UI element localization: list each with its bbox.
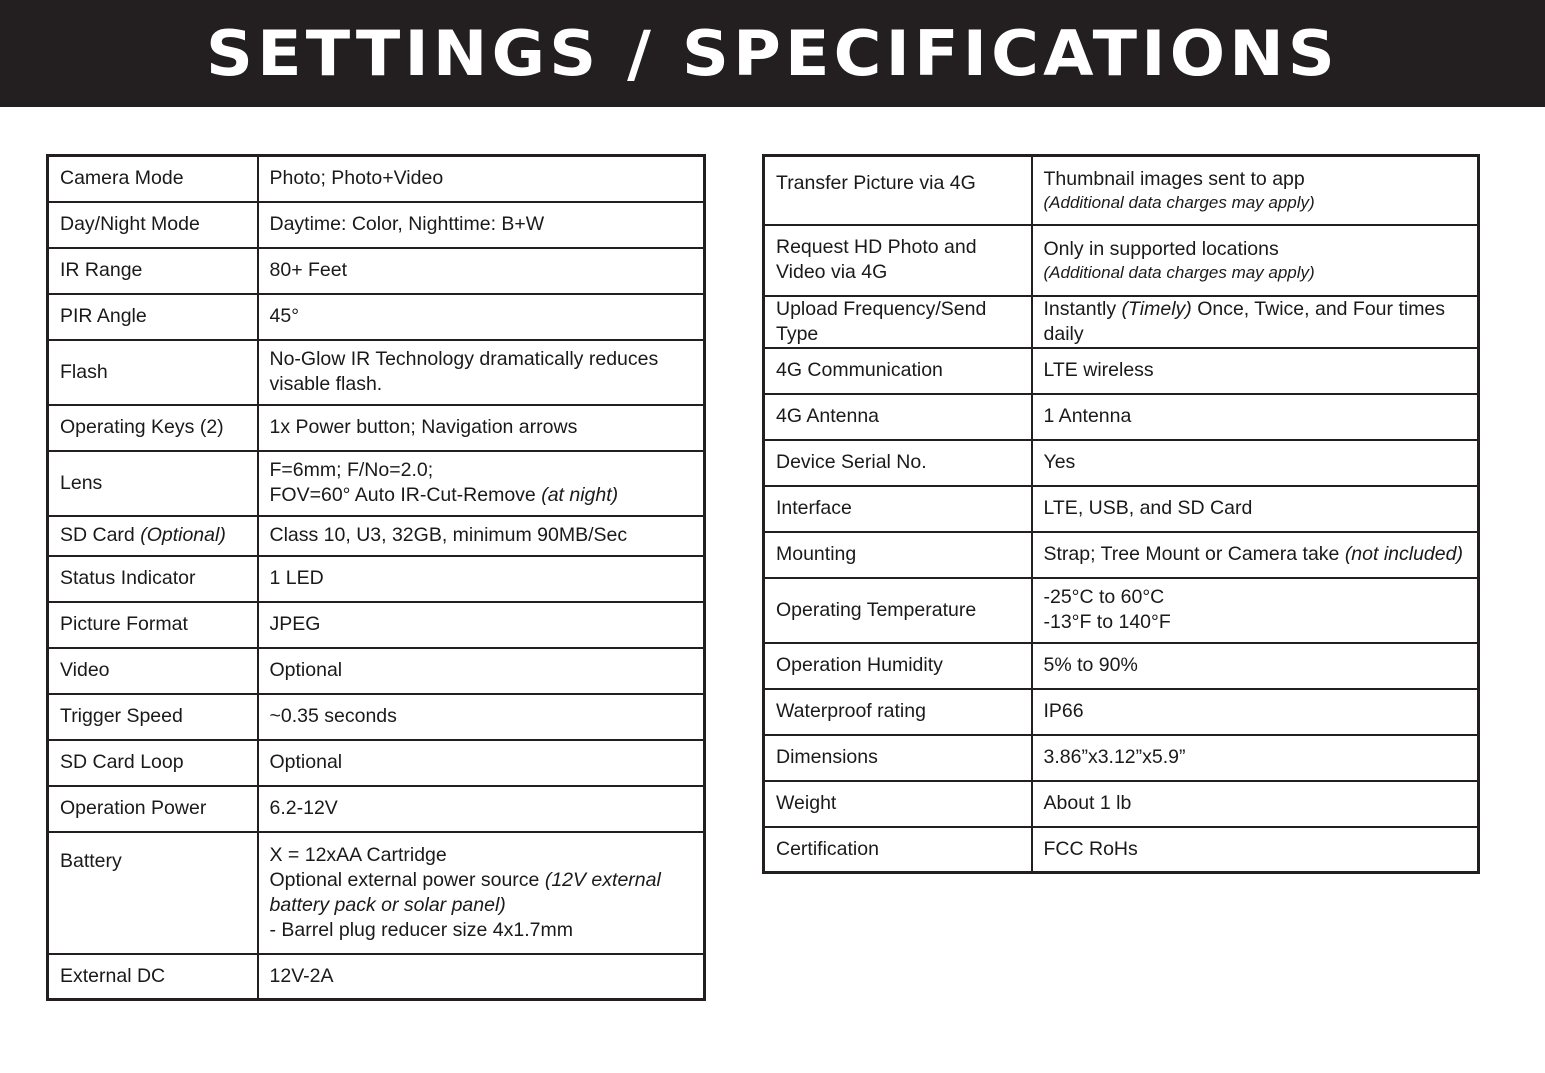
table-row	[48, 405, 705, 451]
spec-value: 45°	[258, 294, 705, 340]
spec-value: 1x Power button; Navigation arrows	[258, 405, 705, 451]
spec-value: -25°C to 60°C -13°F to 140°F	[1032, 578, 1479, 643]
spec-value: 12V-2A	[258, 954, 705, 1000]
spec-value: 6.2-12V	[258, 786, 705, 832]
table-row	[48, 202, 705, 248]
spec-label: IR Range	[48, 248, 258, 294]
table-row	[764, 643, 1479, 689]
spec-label: Picture Format	[48, 602, 258, 648]
spec-label: External DC	[48, 954, 258, 1000]
spec-label: Certification	[764, 827, 1032, 873]
table-row	[764, 781, 1479, 827]
spec-value: Photo; Photo+Video	[258, 156, 705, 202]
table-row	[764, 486, 1479, 532]
spec-label: Video	[48, 648, 258, 694]
spec-label: Device Serial No.	[764, 440, 1032, 486]
spec-label: Upload Frequency/Send Type	[764, 296, 1032, 348]
spec-value: F=6mm; F/No=2.0; FOV=60° Auto IR-Cut-Remove (at night)	[258, 451, 705, 516]
spec-label: Dimensions	[764, 735, 1032, 781]
spec-value: LTE wireless	[1032, 348, 1479, 394]
spec-value: Yes	[1032, 440, 1479, 486]
spec-label: Status Indicator	[48, 556, 258, 602]
spec-value: Optional	[258, 648, 705, 694]
table-row	[48, 786, 705, 832]
specs-table-left	[46, 154, 706, 1001]
table-row	[48, 832, 705, 954]
spec-value: About 1 lb	[1032, 781, 1479, 827]
table-row	[48, 694, 705, 740]
table-row	[764, 827, 1479, 873]
page-title: SETTINGS / SPECIFICATIONS	[205, 17, 1339, 90]
spec-value: Daytime: Color, Nighttime: B+W	[258, 202, 705, 248]
table-row	[48, 648, 705, 694]
spec-label: Trigger Speed	[48, 694, 258, 740]
table-row	[48, 156, 705, 202]
spec-label: Flash	[48, 340, 258, 405]
spec-value: Strap; Tree Mount or Camera take (not included)	[1032, 532, 1479, 578]
spec-label: Operating Keys (2)	[48, 405, 258, 451]
table-row	[48, 740, 705, 786]
table-row	[48, 602, 705, 648]
table-row	[764, 735, 1479, 781]
spec-label: Camera Mode	[48, 156, 258, 202]
specs-table-right	[762, 154, 1480, 874]
spec-label: 4G Antenna	[764, 394, 1032, 440]
spec-label: Day/Night Mode	[48, 202, 258, 248]
spec-value: Optional	[258, 740, 705, 786]
page-header	[0, 0, 1545, 107]
spec-label: Operation Power	[48, 786, 258, 832]
table-row	[764, 578, 1479, 643]
table-row	[48, 516, 705, 556]
spec-value: 3.86”x3.12”x5.9”	[1032, 735, 1479, 781]
spec-label: Battery	[48, 832, 258, 954]
table-row	[48, 294, 705, 340]
spec-label: Operating Temperature	[764, 578, 1032, 643]
table-row	[48, 954, 705, 1000]
table-row	[764, 348, 1479, 394]
spec-label: PIR Angle	[48, 294, 258, 340]
table-row	[764, 156, 1479, 225]
spec-value: JPEG	[258, 602, 705, 648]
table-row	[764, 689, 1479, 735]
spec-value: FCC RoHs	[1032, 827, 1479, 873]
spec-label: SD Card Loop	[48, 740, 258, 786]
spec-value: 1 Antenna	[1032, 394, 1479, 440]
spec-label: SD Card (Optional)	[48, 516, 258, 556]
spec-label: 4G Communication	[764, 348, 1032, 394]
table-row	[764, 225, 1479, 296]
spec-value: 1 LED	[258, 556, 705, 602]
table-row	[764, 532, 1479, 578]
table-row	[764, 440, 1479, 486]
spec-value: No-Glow IR Technology dramatically reduces visable flash.	[258, 340, 705, 405]
spec-value: 5% to 90%	[1032, 643, 1479, 689]
spec-value: Thumbnail images sent to app (Additional data charges may apply)	[1032, 156, 1479, 225]
table-row	[48, 340, 705, 405]
spec-label: Weight	[764, 781, 1032, 827]
spec-label: Mounting	[764, 532, 1032, 578]
spec-label: Operation Humidity	[764, 643, 1032, 689]
table-row	[48, 556, 705, 602]
spec-value: IP66	[1032, 689, 1479, 735]
spec-value: X = 12xAA Cartridge Optional external power source (12V external battery pack or solar panel) - Barrel plug reducer size 4x1.7mm	[258, 832, 705, 954]
spec-value: ~0.35 seconds	[258, 694, 705, 740]
spec-label: Request HD Photo and Video via 4G	[764, 225, 1032, 296]
table-row	[764, 296, 1479, 348]
spec-label: Waterproof rating	[764, 689, 1032, 735]
spec-label: Interface	[764, 486, 1032, 532]
spec-label: Lens	[48, 451, 258, 516]
spec-value: 80+ Feet	[258, 248, 705, 294]
table-row	[48, 451, 705, 516]
spec-value: LTE, USB, and SD Card	[1032, 486, 1479, 532]
spec-label: Transfer Picture via 4G	[764, 156, 1032, 225]
table-row	[48, 248, 705, 294]
spec-value: Instantly (Timely) Once, Twice, and Four times daily	[1032, 296, 1479, 348]
spec-value: Only in supported locations (Additional data charges may apply)	[1032, 225, 1479, 296]
spec-value: Class 10, U3, 32GB, minimum 90MB/Sec	[258, 516, 705, 556]
table-row	[764, 394, 1479, 440]
